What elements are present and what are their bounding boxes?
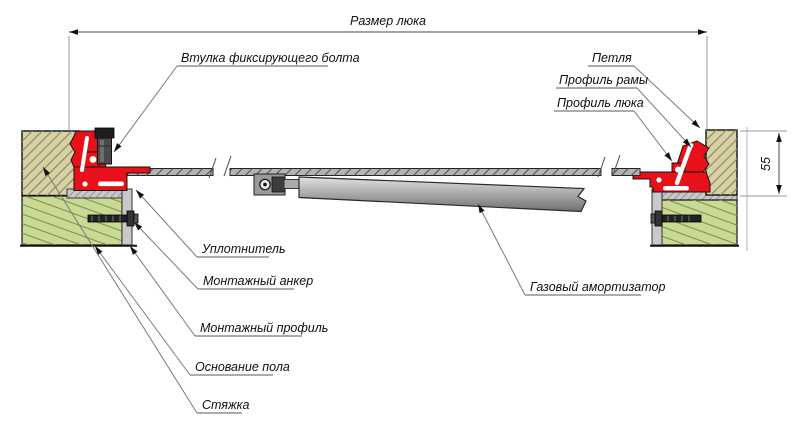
label-floor-base: Основание пола [195,360,290,374]
leader-mounting-profile [130,246,195,336]
label-bolt-sleeve: Втулка фиксирующего болта [181,51,360,65]
hatch-lid-plate-center [230,169,601,176]
gas-spring [254,174,586,212]
callout-labels [181,51,665,412]
dimension-hatch-size [69,14,707,130]
floor-base-hatch-right [661,200,737,245]
frame-and-lid-profile-right [633,141,710,192]
label-gas-spring: Газовый амортизатор [530,280,666,294]
label-hatch-profile: Профиль люка [557,96,644,110]
fixing-bolt-sleeve [95,128,114,164]
leader-gas-spring [478,204,525,295]
lid-profile-bar-left [74,167,150,191]
leader-hatch-profile [634,111,672,161]
screed-hatch-right [706,130,737,195]
leader-bolt-sleeve [114,66,177,152]
label-screed: Стяжка [202,398,250,412]
hatch-lid-plate-right [612,169,640,176]
dimension-label-hatch-size: Размер люка [350,14,426,28]
gas-spring-bracket-inner [272,177,285,192]
gas-spring-pin-center [263,183,267,187]
label-mounting-anchor: Монтажный анкер [203,274,314,288]
leader-seal [136,190,197,257]
dimension-label-55: 55 [759,157,773,171]
label-hinge: Петля [592,51,632,65]
label-mounting-profile: Монтажный профиль [200,321,329,335]
gas-spring-cylinder [299,177,586,212]
screed-hatch-left [22,131,79,196]
leader-mounting-anchor [134,222,198,289]
gas-spring-rod [284,180,300,189]
label-seal: Уплотнитель [202,242,286,256]
label-frame-profile: Профиль рамы [559,73,649,87]
leader-frame-profile [637,88,691,147]
callout-leaders [43,66,700,413]
